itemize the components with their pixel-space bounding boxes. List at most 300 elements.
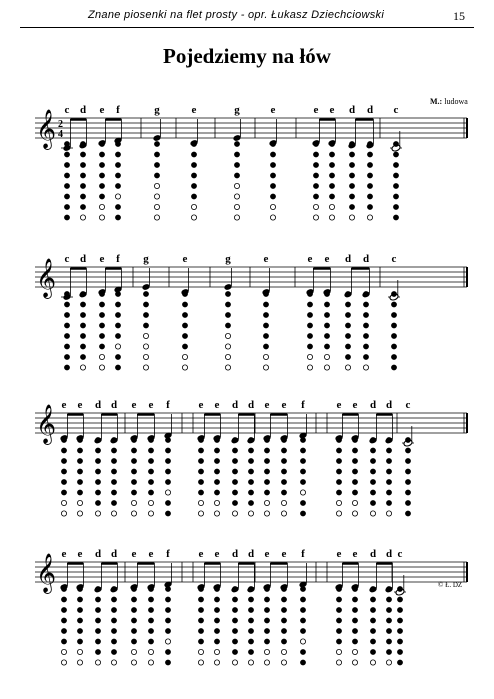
hole-closed (349, 204, 355, 210)
hole-closed (148, 607, 154, 613)
note-letter: c (64, 253, 70, 265)
hole-open (95, 511, 100, 516)
hole-closed (281, 469, 287, 475)
hole-closed (393, 173, 399, 179)
note-letter: d (344, 253, 352, 265)
note-letter: f (116, 253, 120, 265)
note-letter: d (362, 253, 370, 265)
hole-closed (95, 586, 101, 592)
hole-closed (198, 479, 204, 485)
hole-open (77, 500, 82, 505)
hole-open (367, 215, 372, 220)
hole-closed (386, 586, 392, 592)
hole-closed (234, 152, 240, 158)
hole-closed (367, 194, 373, 200)
hole-closed (165, 649, 171, 655)
hole-open (264, 500, 269, 505)
hole-closed (115, 215, 121, 221)
hole-open (386, 511, 391, 516)
hole-open (307, 354, 312, 359)
hole-open (99, 354, 104, 359)
hole-closed (148, 458, 154, 464)
hole-closed (64, 291, 70, 297)
hole-closed (352, 437, 358, 443)
hole-closed (336, 607, 342, 613)
hole-closed (263, 291, 269, 297)
hole-closed (363, 354, 369, 360)
hole-closed (214, 639, 220, 645)
hole-closed (95, 437, 101, 443)
hole-closed (61, 490, 67, 496)
hole-closed (234, 162, 240, 168)
hole-closed (77, 586, 83, 592)
hole-closed (77, 597, 83, 603)
hole-closed (61, 597, 67, 603)
hole-closed (300, 628, 306, 634)
hole-closed (281, 458, 287, 464)
hole-closed (300, 511, 306, 517)
hole-closed (300, 649, 306, 655)
note-letter: e (313, 104, 319, 116)
hole-closed (367, 183, 373, 189)
hole-closed (336, 639, 342, 645)
hole-closed (95, 597, 101, 603)
hole-open (329, 204, 334, 209)
hole-closed (363, 291, 369, 297)
hole-open (370, 511, 375, 516)
hole-closed (386, 448, 392, 454)
hole-closed (214, 479, 220, 485)
hole-closed (61, 479, 67, 485)
hole-closed (64, 162, 70, 168)
note-letter: f (301, 548, 305, 560)
hole-open (198, 660, 203, 665)
hole-closed (131, 448, 137, 454)
hole-closed (198, 458, 204, 464)
hole-closed (336, 469, 342, 475)
hole-closed (248, 628, 254, 634)
treble-clef: 𝄞 (36, 258, 57, 298)
hole-closed (264, 586, 270, 592)
note-letter: d (231, 548, 239, 560)
hole-closed (182, 312, 188, 318)
hole-closed (99, 152, 105, 158)
hole-open (386, 660, 391, 665)
hole-closed (99, 333, 105, 339)
hole-closed (349, 141, 355, 147)
note-letter: e (336, 548, 342, 560)
note-letter: e (198, 399, 204, 411)
hole-open (281, 500, 286, 505)
hole-closed (111, 469, 117, 475)
hole-closed (232, 479, 238, 485)
hole-closed (270, 141, 276, 147)
hole-closed (386, 649, 392, 655)
hole-closed (405, 500, 411, 506)
hole-closed (115, 162, 121, 168)
hole-closed (352, 618, 358, 624)
hole-closed (329, 162, 335, 168)
hole-closed (264, 448, 270, 454)
hole-open (300, 639, 305, 644)
hole-closed (111, 500, 117, 506)
note-letter: d (94, 399, 102, 411)
hole-closed (232, 469, 238, 475)
hole-closed (367, 173, 373, 179)
hole-open (234, 194, 239, 199)
hole-open (281, 660, 286, 665)
hole-closed (95, 458, 101, 464)
hole-closed (367, 152, 373, 158)
note-letter: d (366, 104, 374, 116)
hole-closed (232, 458, 238, 464)
treble-clef: 𝄞 (36, 553, 57, 593)
hole-open (234, 204, 239, 209)
hole-closed (300, 448, 306, 454)
hole-closed (336, 479, 342, 485)
hole-closed (264, 437, 270, 443)
hole-closed (386, 490, 392, 496)
hole-closed (111, 490, 117, 496)
hole-closed (115, 365, 121, 371)
hole-closed (386, 469, 392, 475)
hole-open (148, 511, 153, 516)
hole-closed (329, 183, 335, 189)
hole-closed (363, 302, 369, 308)
composer-value: ludowa (444, 97, 468, 106)
hole-closed (264, 607, 270, 613)
hole-closed (111, 448, 117, 454)
hole-closed (264, 628, 270, 634)
hole-closed (64, 215, 70, 221)
hole-closed (64, 173, 70, 179)
note-letter: e (61, 548, 67, 560)
hole-closed (263, 344, 269, 350)
hole-open (363, 365, 368, 370)
hole-closed (165, 511, 171, 517)
hole-closed (77, 469, 83, 475)
hole-open (352, 660, 357, 665)
hole-closed (64, 312, 70, 318)
hole-closed (370, 649, 376, 655)
hole-open (232, 660, 237, 665)
hole-closed (370, 597, 376, 603)
note-letter: e (182, 253, 188, 265)
hole-closed (352, 607, 358, 613)
hole-closed (165, 500, 171, 506)
hole-open (115, 344, 120, 349)
hole-closed (391, 323, 397, 329)
hole-closed (281, 607, 287, 613)
hole-closed (370, 639, 376, 645)
hole-closed (248, 500, 254, 506)
hole-closed (345, 344, 351, 350)
hole-open (370, 660, 375, 665)
hole-closed (148, 597, 154, 603)
hole-closed (300, 469, 306, 475)
song-title: Pojedziemy na łów (163, 44, 331, 68)
hole-closed (191, 141, 197, 147)
hole-closed (77, 618, 83, 624)
hole-closed (264, 618, 270, 624)
hole-open (154, 204, 159, 209)
note-letter: d (110, 548, 118, 560)
hole-closed (232, 586, 238, 592)
treble-clef: 𝄞 (36, 109, 57, 149)
hole-closed (386, 628, 392, 634)
hole-closed (397, 628, 403, 634)
hole-closed (95, 628, 101, 634)
hole-closed (397, 607, 403, 613)
note-letter: c (405, 399, 411, 411)
hole-closed (232, 649, 238, 655)
hole-open (214, 500, 219, 505)
hole-open (281, 649, 286, 654)
hole-closed (95, 500, 101, 506)
hole-closed (64, 302, 70, 308)
note-letter: g (234, 104, 240, 116)
hole-closed (264, 458, 270, 464)
hole-open (264, 511, 269, 516)
hole-open (182, 365, 187, 370)
hole-closed (300, 586, 306, 592)
hole-closed (232, 500, 238, 506)
hole-closed (386, 479, 392, 485)
hole-closed (148, 490, 154, 496)
hole-closed (214, 586, 220, 592)
hole-open (131, 511, 136, 516)
hole-open (182, 354, 187, 359)
hole-closed (391, 365, 397, 371)
hole-closed (248, 597, 254, 603)
note-letter: e (77, 399, 83, 411)
hole-closed (131, 586, 137, 592)
hole-closed (191, 194, 197, 200)
hole-closed (270, 173, 276, 179)
note-letter: c (391, 253, 397, 265)
hole-closed (95, 469, 101, 475)
hole-closed (393, 194, 399, 200)
hole-closed (270, 183, 276, 189)
hole-closed (363, 312, 369, 318)
hole-closed (232, 607, 238, 613)
hole-closed (281, 618, 287, 624)
hole-closed (165, 660, 171, 666)
hole-closed (115, 291, 121, 297)
time-signature-bottom: 4 (58, 129, 63, 140)
note-letter: e (352, 548, 358, 560)
hole-closed (165, 618, 171, 624)
hole-closed (225, 302, 231, 308)
hole-closed (345, 323, 351, 329)
hole-open (352, 500, 357, 505)
hole-closed (307, 291, 313, 297)
hole-closed (99, 183, 105, 189)
hole-closed (115, 323, 121, 329)
hole-closed (111, 607, 117, 613)
note-letter: e (352, 399, 358, 411)
hole-closed (80, 354, 86, 360)
hole-closed (264, 479, 270, 485)
hole-closed (336, 586, 342, 592)
note-letter: e (61, 399, 67, 411)
hole-closed (281, 448, 287, 454)
hole-closed (111, 618, 117, 624)
hole-closed (324, 291, 330, 297)
hole-open (313, 204, 318, 209)
hole-closed (263, 333, 269, 339)
hole-closed (80, 291, 86, 297)
hole-closed (80, 302, 86, 308)
hole-closed (248, 448, 254, 454)
hole-closed (349, 162, 355, 168)
hole-closed (61, 448, 67, 454)
hole-closed (198, 639, 204, 645)
hole-closed (336, 490, 342, 496)
hole-closed (281, 586, 287, 592)
hole-closed (234, 141, 240, 147)
hole-closed (370, 448, 376, 454)
hole-closed (61, 458, 67, 464)
hole-closed (191, 173, 197, 179)
note-letter: g (154, 104, 160, 116)
hole-closed (64, 194, 70, 200)
hole-closed (191, 162, 197, 168)
hole-closed (61, 437, 67, 443)
hole-open (154, 183, 159, 188)
hole-closed (363, 344, 369, 350)
hole-closed (307, 333, 313, 339)
hole-closed (248, 649, 254, 655)
hole-closed (370, 607, 376, 613)
hole-closed (313, 141, 319, 147)
hole-closed (198, 586, 204, 592)
hole-closed (111, 649, 117, 655)
hole-closed (99, 194, 105, 200)
hole-closed (64, 333, 70, 339)
hole-closed (232, 437, 238, 443)
hole-closed (386, 639, 392, 645)
hole-closed (352, 479, 358, 485)
hole-closed (300, 500, 306, 506)
note-letter: d (231, 399, 239, 411)
hole-open (111, 660, 116, 665)
note-letter: e (307, 253, 313, 265)
hole-closed (363, 333, 369, 339)
hole-open (77, 649, 82, 654)
hole-open (131, 649, 136, 654)
hole-closed (148, 437, 154, 443)
hole-closed (77, 448, 83, 454)
hole-open (263, 365, 268, 370)
hole-closed (165, 479, 171, 485)
note-letter: e (336, 399, 342, 411)
hole-closed (143, 291, 149, 297)
note-letter: e (324, 253, 330, 265)
hole-closed (95, 448, 101, 454)
note-letter: d (369, 548, 377, 560)
hole-closed (77, 458, 83, 464)
note-letter: e (131, 399, 137, 411)
note-letter: e (214, 399, 220, 411)
hole-closed (370, 490, 376, 496)
hole-closed (99, 173, 105, 179)
hole-closed (148, 618, 154, 624)
hole-closed (391, 333, 397, 339)
hole-open (99, 365, 104, 370)
hole-closed (131, 437, 137, 443)
hole-open (324, 354, 329, 359)
hole-open (154, 194, 159, 199)
hole-closed (352, 458, 358, 464)
hole-open (95, 660, 100, 665)
hole-closed (95, 479, 101, 485)
hole-closed (77, 628, 83, 634)
hole-open (345, 365, 350, 370)
note-letter: g (143, 253, 149, 265)
hole-closed (131, 479, 137, 485)
hole-closed (397, 618, 403, 624)
note-letter: d (385, 548, 393, 560)
hole-closed (336, 597, 342, 603)
hole-open (154, 215, 159, 220)
hole-closed (370, 458, 376, 464)
hole-closed (131, 607, 137, 613)
hole-closed (345, 302, 351, 308)
hole-closed (300, 597, 306, 603)
hole-closed (131, 628, 137, 634)
hole-closed (324, 312, 330, 318)
note-letter: c (64, 104, 70, 116)
hole-closed (370, 437, 376, 443)
hole-open (198, 511, 203, 516)
hole-closed (80, 194, 86, 200)
hole-open (198, 500, 203, 505)
note-letter: e (131, 548, 137, 560)
hole-closed (111, 458, 117, 464)
hole-closed (198, 490, 204, 496)
hole-closed (131, 639, 137, 645)
hole-closed (165, 437, 171, 443)
hole-closed (61, 607, 67, 613)
copyright-notice: © Ł. DZ (438, 581, 463, 589)
hole-closed (80, 162, 86, 168)
hole-closed (313, 152, 319, 158)
hole-open (198, 649, 203, 654)
hole-closed (300, 607, 306, 613)
hole-closed (393, 215, 399, 221)
hole-closed (214, 469, 220, 475)
hole-closed (336, 618, 342, 624)
hole-closed (111, 597, 117, 603)
note-letter: d (348, 104, 356, 116)
note-letter: e (264, 399, 270, 411)
hole-closed (393, 204, 399, 210)
hole-open (111, 511, 116, 516)
hole-open (143, 365, 148, 370)
hole-closed (263, 302, 269, 308)
hole-closed (352, 586, 358, 592)
hole-closed (115, 333, 121, 339)
note-letter: e (99, 253, 105, 265)
hole-open (77, 511, 82, 516)
hole-open (191, 215, 196, 220)
hole-open (248, 660, 253, 665)
hole-closed (281, 628, 287, 634)
hole-closed (336, 448, 342, 454)
hole-closed (214, 607, 220, 613)
hole-closed (64, 204, 70, 210)
